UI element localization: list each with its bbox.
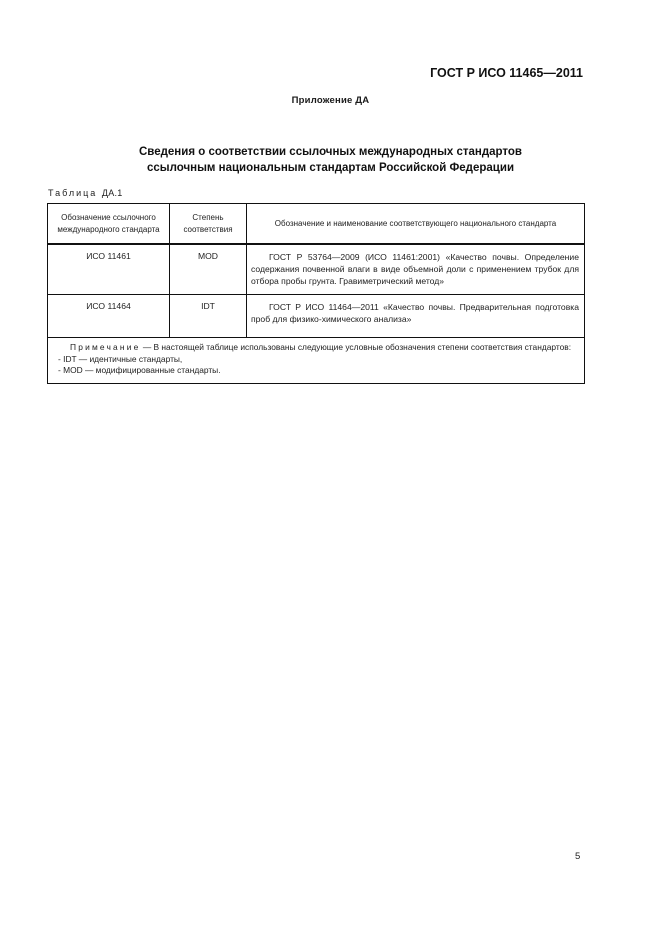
cell-intl-standard: ИСО 11461: [48, 244, 170, 295]
column-header-national-standard: Обозначение и наименование соответствующего национального стандарта: [247, 204, 585, 245]
table-row: [48, 295, 585, 338]
national-standard-text: ГОСТ Р 53764—2009 (ИСО 11461:2001) «Качество почвы. Определение содержания почвенной влаги в виде объемной доли с применением трубок для отбора пробы грунта. Гравиметрический метод»: [251, 252, 579, 286]
table-caption-number: ДА.1: [101, 188, 123, 198]
note-label: Примечание: [70, 342, 141, 352]
column-header-intl-standard: Обозначение ссылочного международного стандарта: [48, 204, 170, 245]
cell-degree: MOD: [170, 244, 247, 295]
national-standard-text: ГОСТ Р ИСО 11464—2011 «Качество почвы. Предварительная подготовка проб для физико-химического анализа»: [251, 302, 579, 324]
cell-degree: IDT: [170, 295, 247, 338]
table-header-row: [48, 204, 585, 245]
appendix-label: Приложение ДА: [291, 95, 370, 106]
note-item-idt: - IDT — идентичные стандарты,: [58, 353, 183, 364]
page-title: [0, 144, 661, 176]
column-header-degree: Степень соответствия: [170, 204, 247, 245]
cell-intl-standard: ИСО 11464: [48, 295, 170, 338]
table-caption-word: Таблица: [48, 188, 98, 198]
note-item-mod: - MOD — модифицированные стандарты.: [58, 365, 221, 375]
standards-correspondence-table: [47, 203, 585, 384]
cell-national-standard: [247, 295, 585, 338]
cell-national-standard: [247, 244, 585, 295]
table-caption: [48, 188, 123, 198]
table-note-row: [48, 338, 585, 384]
title-line-2: ссылочным национальным стандартам Российской Федерации: [146, 162, 515, 174]
note-text: — В настоящей таблице использованы следующие условные обозначения степени соответствия стандартов:: [142, 342, 572, 352]
table-note: [48, 338, 585, 384]
page-number: 5: [575, 851, 581, 862]
document-code-header: ГОСТ Р ИСО 11465—2011: [430, 66, 583, 80]
table-row: [48, 244, 585, 295]
title-line-1: Сведения о соответствии ссылочных международных стандартов: [138, 146, 522, 158]
